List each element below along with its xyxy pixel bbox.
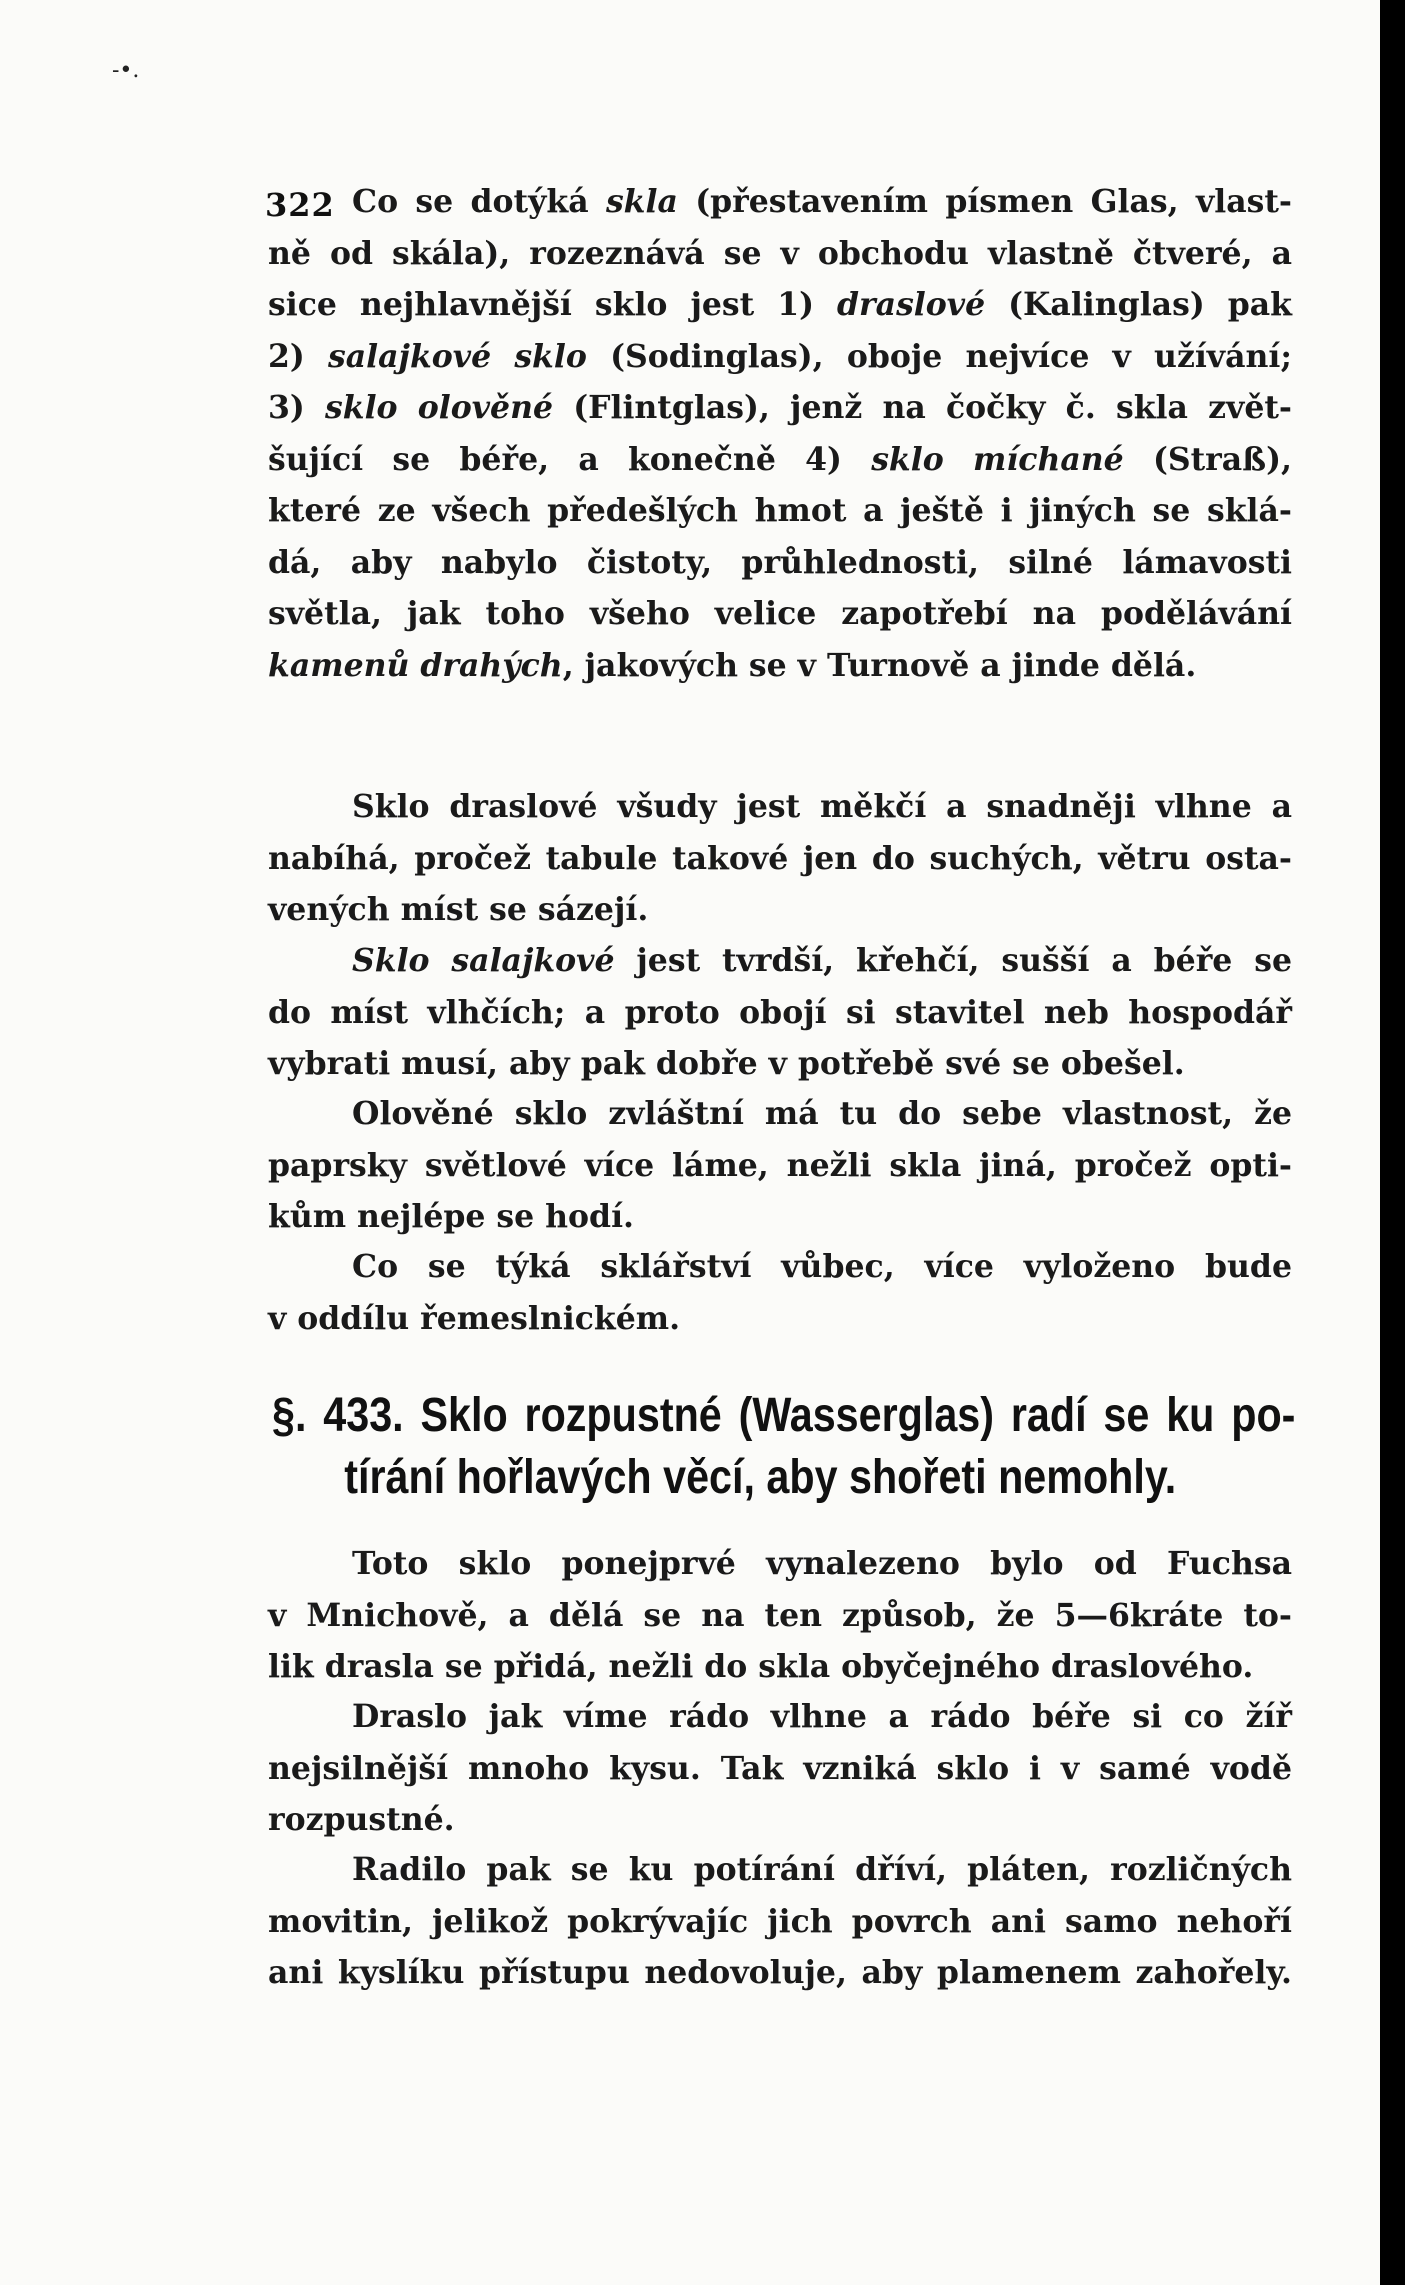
text-line: Radilo pak se ku potírání dříví, pláten, rozličných: [352, 1851, 1292, 1888]
text-line: v oddílu řemeslnickém.: [268, 1299, 681, 1337]
text-line: ani kyslíku přístupu nedovoluje, aby plamenem zahořely.: [268, 1954, 1292, 1991]
paragraph-olovene: [268, 1088, 1292, 1243]
text-line: kamenů drahých, jakových se v Turnově a jinde dělá.: [268, 646, 1197, 684]
text-line: Co se dotýká skla (přestavením písmen Glas, vlast-: [352, 183, 1292, 220]
text-line: rozpustné.: [268, 1801, 455, 1838]
paragraph-radilo: [268, 1844, 1292, 1999]
text-line: vených míst se sázejí.: [268, 891, 649, 928]
text-line: Sklo salajkové jest tvrdší, křehčí, sušší a béře se: [352, 942, 1292, 979]
text-line: Draslo jak víme rádo vlhne a rádo béře si co žíř: [352, 1698, 1292, 1735]
paragraph-fuchs: [268, 1538, 1292, 1693]
text-line: dá, aby nabylo čistoty, průhlednosti, silné lámavosti: [268, 543, 1292, 581]
text-line: lik drasla se přidá, nežli do skla obyčejného draslového.: [268, 1648, 1254, 1685]
text-line: Olověné sklo zvláštní má tu do sebe vlastnost, že: [352, 1095, 1292, 1132]
text-line: sice nejhlavnější sklo jest 1) draslové (Kalinglas) pak: [268, 286, 1292, 323]
text-line: světla, jak toho všeho velice zapotřebí na podělávání: [268, 595, 1292, 632]
text-line: v Mnichově, a dělá se na ten způsob, že 5—6kráte to-: [268, 1596, 1292, 1634]
text-line: nejsilnější mnoho kysu. Tak vzniká sklo i v samé vodě: [268, 1749, 1292, 1787]
text-line: kům nejlépe se hodí.: [268, 1198, 635, 1235]
text-line: Toto sklo ponejprvé vynalezeno bylo od Fuchsa: [352, 1545, 1292, 1582]
paragraph-glass-types: [268, 176, 1292, 691]
paragraph-draslove: [268, 781, 1292, 936]
paragraph-sklarstvi: [268, 1241, 1292, 1344]
text-line: movitin, jelikož pokrývajíc jich povrch ani samo nehoří: [268, 1902, 1292, 1940]
text-line: nabíhá, pročež tabule takové jen do suchých, větru osta-: [268, 839, 1292, 877]
corner-mark: -•.: [112, 58, 140, 83]
text-line: Sklo draslové všudy jest měkčí a snadněji vlhne a: [352, 788, 1292, 825]
page-number: 322: [265, 186, 335, 224]
text-line: 2) salajkové sklo (Sodinglas), oboje nejvíce v užívání;: [268, 337, 1293, 375]
text-line: které ze všech předešlých hmot a ještě i jiných se sklá-: [268, 492, 1292, 529]
paragraph-salajkove: [268, 935, 1292, 1090]
text-line: ně od skála), rozeznává se v obchodu vlastně čtveré, a: [268, 234, 1292, 272]
text-line: vybrati musí, aby pak dobře v potřebě své se obešel.: [268, 1045, 1185, 1082]
heading-line: tírání hořlavých věcí, aby shořeti nemohly.: [344, 1451, 1177, 1504]
text-line: paprsky světlové více láme, nežli skla jiná, pročež opti-: [268, 1146, 1292, 1184]
paragraph-draslo: [268, 1691, 1292, 1846]
section-heading: [272, 1385, 1296, 1509]
text-line: šující se béře, a konečně 4) sklo míchané (Straß),: [268, 440, 1292, 478]
text-line: Co se týká sklářství vůbec, více vyloženo bude: [352, 1248, 1292, 1285]
text-line: do míst vlhčích; a proto obojí si stavitel neb hospodář: [268, 993, 1292, 1031]
text-line: 3) sklo olověné (Flintglas), jenž na čočky č. skla zvět-: [268, 389, 1292, 426]
heading-line: §. 433. Sklo rozpustné (Wasserglas) radí se ku po-: [272, 1389, 1296, 1442]
